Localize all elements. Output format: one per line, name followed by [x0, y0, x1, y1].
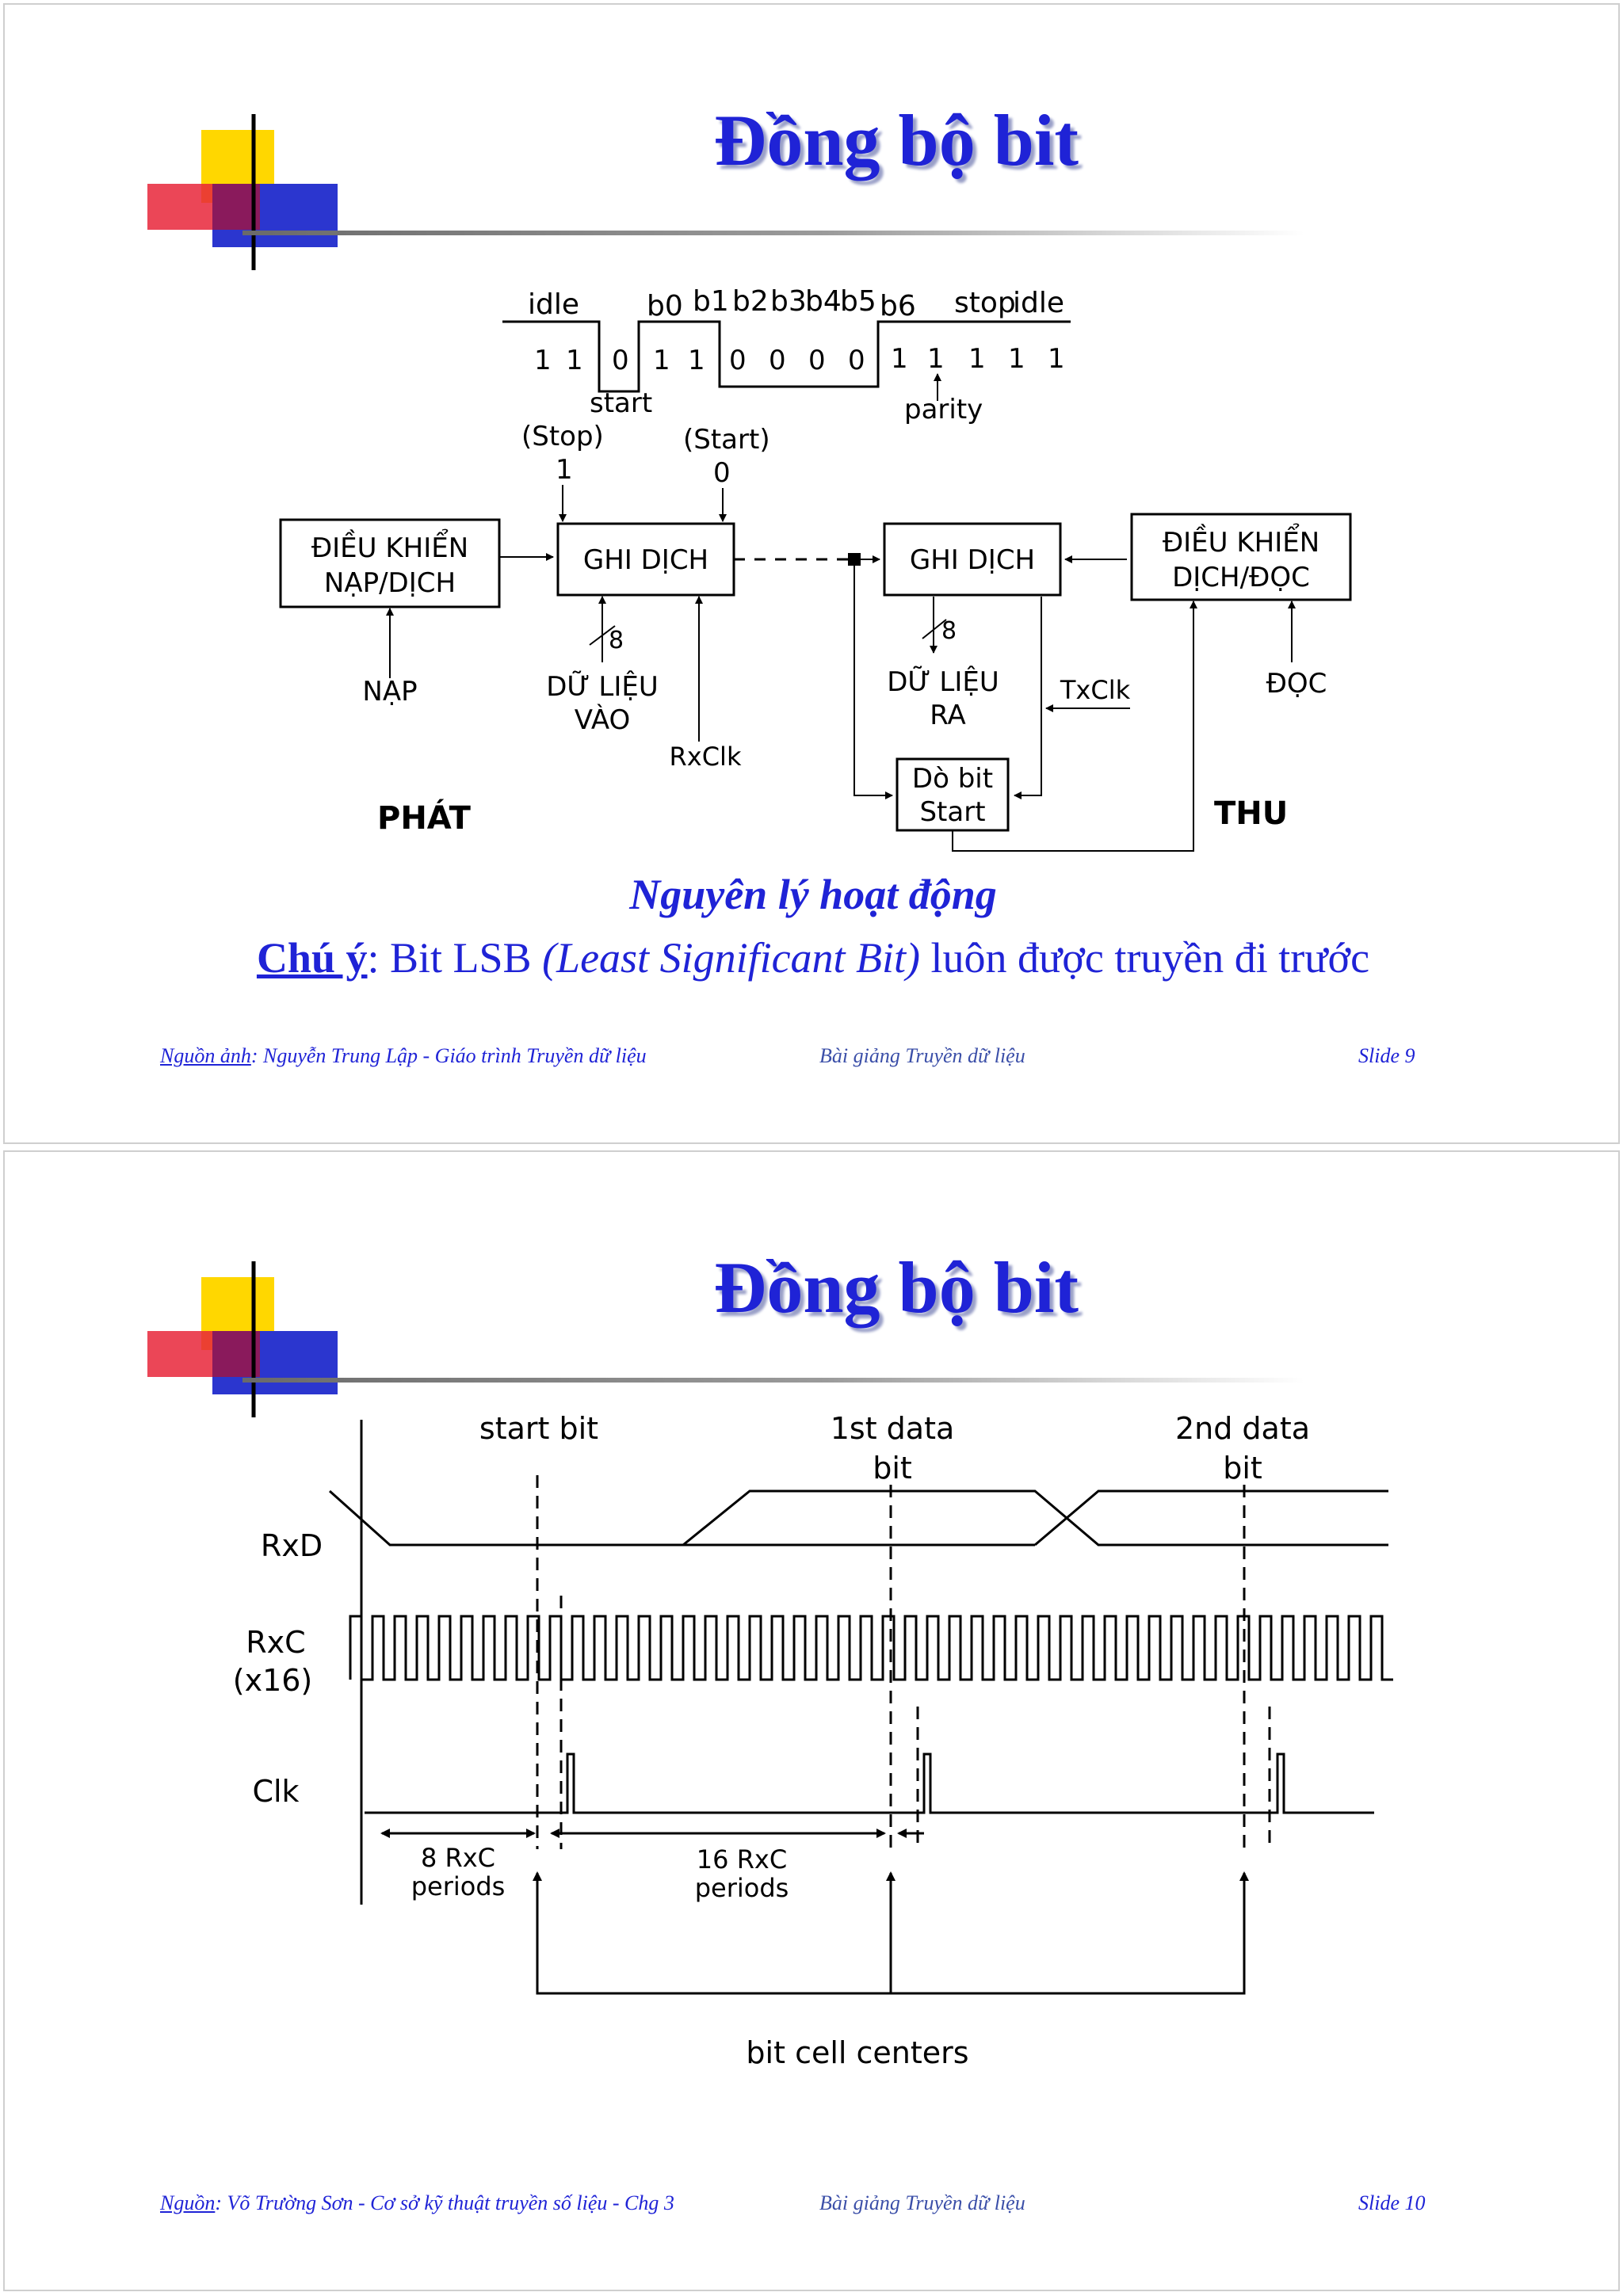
- bus-width-out: 8: [941, 617, 957, 645]
- tx-control-line1: ĐIỀU KHIỂN: [311, 532, 469, 564]
- footer-course: Bài giảng Truyền dữ liệu: [819, 2191, 1025, 2214]
- label-idle-end: idle: [1013, 287, 1065, 319]
- rxd-label: RxD: [260, 1528, 323, 1563]
- note-label: Chú ý: [256, 934, 368, 982]
- footer-source-label: Nguồn ảnh: [160, 1044, 251, 1067]
- bit-value: 0: [848, 345, 865, 376]
- start-bit-label: start bit: [479, 1411, 599, 1446]
- footer-source: [160, 1044, 647, 1068]
- shift-register-diagram: [5, 5, 1620, 868]
- label-idle: idle: [528, 288, 580, 321]
- bit-value: 1: [688, 345, 705, 376]
- bit-value: 1: [534, 345, 552, 376]
- timing-diagram: [5, 1152, 1620, 2182]
- bit-value: 1: [1008, 343, 1025, 375]
- footer-source: [160, 2191, 674, 2215]
- label-b3: b3: [770, 285, 807, 318]
- note-rest: luôn được truyền đi trước: [920, 934, 1370, 982]
- start-arrow-value: 0: [713, 457, 731, 489]
- bit-value: 0: [729, 345, 747, 376]
- label-stop: stop: [954, 287, 1016, 319]
- footer-source-text: : Võ Trường Sơn - Cơ sở kỹ thuật truyền số liệu - Chg 3: [215, 2191, 674, 2214]
- bit-value: 1: [566, 345, 583, 376]
- label-b2: b2: [732, 285, 769, 318]
- label-b6: b6: [880, 290, 916, 322]
- sixteen-periods-line1: 16 RxC: [696, 1844, 788, 1875]
- rxc-clock-wave: [350, 1616, 1393, 1680]
- rxc-line1: RxC: [246, 1625, 306, 1660]
- rx-control-line1: ĐIỀU KHIỂN: [1162, 527, 1320, 559]
- data-out-line1: DỮ LIỆU: [887, 666, 999, 698]
- tx-shift-label: GHI DỊCH: [582, 544, 709, 576]
- slide-title: Đồng bộ bit: [713, 1247, 1079, 1328]
- bus-width-in: 8: [609, 627, 624, 654]
- footer-slide-number: Slide 10: [1358, 2191, 1426, 2214]
- second-bit-line2: bit: [1223, 1451, 1262, 1486]
- eight-periods-line2: periods: [411, 1871, 506, 1901]
- clk-label: Clk: [252, 1774, 300, 1809]
- bit-cell-centers: bit cell centers: [746, 2035, 969, 2070]
- bit-value: 1: [927, 343, 945, 375]
- rx-control-line2: DỊCH/ĐỌC: [1172, 562, 1310, 593]
- label-b5: b5: [840, 285, 876, 318]
- eight-periods-line1: 8 RxC: [420, 1843, 496, 1873]
- rx-shift-label: GHI DỊCH: [909, 544, 1036, 576]
- bit-value: 1: [891, 343, 908, 375]
- bit-value: 1: [1048, 343, 1065, 375]
- label-b0: b0: [647, 290, 683, 322]
- rxc-line2: (x16): [232, 1663, 313, 1698]
- slide-9: [3, 3, 1620, 1144]
- bit-value: 0: [808, 345, 826, 376]
- bit-value: 1: [653, 345, 670, 376]
- slide-title: Đồng bộ bit: [713, 100, 1079, 181]
- data-in-line2: VÀO: [574, 704, 631, 736]
- rxclk-label: RxClk: [669, 742, 742, 772]
- label-b1: b1: [693, 285, 729, 318]
- detect-line2: Start: [919, 796, 986, 828]
- data-out-line2: RA: [930, 700, 966, 731]
- txclk-label: TxClk: [1060, 675, 1131, 705]
- doc-label: ĐỌC: [1266, 668, 1327, 700]
- footer-course: Bài giảng Truyền dữ liệu: [819, 1044, 1025, 1067]
- diagram-caption: Nguyên lý hoạt động: [629, 871, 997, 918]
- first-bit-line1: 1st data: [830, 1411, 955, 1446]
- thu-label: THU: [1214, 795, 1289, 832]
- bit-value: 0: [612, 345, 629, 376]
- detect-line1: Dò bit: [911, 763, 994, 795]
- sixteen-periods-line2: periods: [694, 1873, 789, 1903]
- label-b4: b4: [805, 285, 842, 318]
- stop-arrow-label: (Stop): [521, 421, 604, 452]
- tx-control-line2: NẠP/DỊCH: [323, 567, 456, 599]
- phat-label: PHÁT: [377, 800, 471, 837]
- note-sep: : Bit LSB: [367, 934, 543, 982]
- stop-arrow-value: 1: [556, 454, 573, 486]
- note-italic: (Least Significant Bit): [542, 934, 921, 982]
- footer-source-text: : Nguyễn Trung Lập - Giáo trình Truyền dữ liệu: [250, 1044, 647, 1067]
- start-arrow-label: (Start): [683, 424, 770, 456]
- slide-10: [3, 1150, 1620, 2291]
- second-bit-line1: 2nd data: [1174, 1411, 1311, 1446]
- footer-source-label: Nguồn: [160, 2191, 216, 2214]
- data-in-line1: DỮ LIỆU: [546, 671, 659, 703]
- start-label: start: [590, 387, 653, 419]
- footer-slide-number: Slide 9: [1358, 1044, 1415, 1067]
- first-bit-line2: bit: [873, 1451, 912, 1486]
- nap-label: NẠP: [362, 676, 418, 707]
- bit-value: 1: [968, 343, 986, 375]
- lsb-note: [5, 933, 1620, 982]
- parity-label: parity: [904, 394, 983, 425]
- bit-value: 0: [769, 345, 786, 376]
